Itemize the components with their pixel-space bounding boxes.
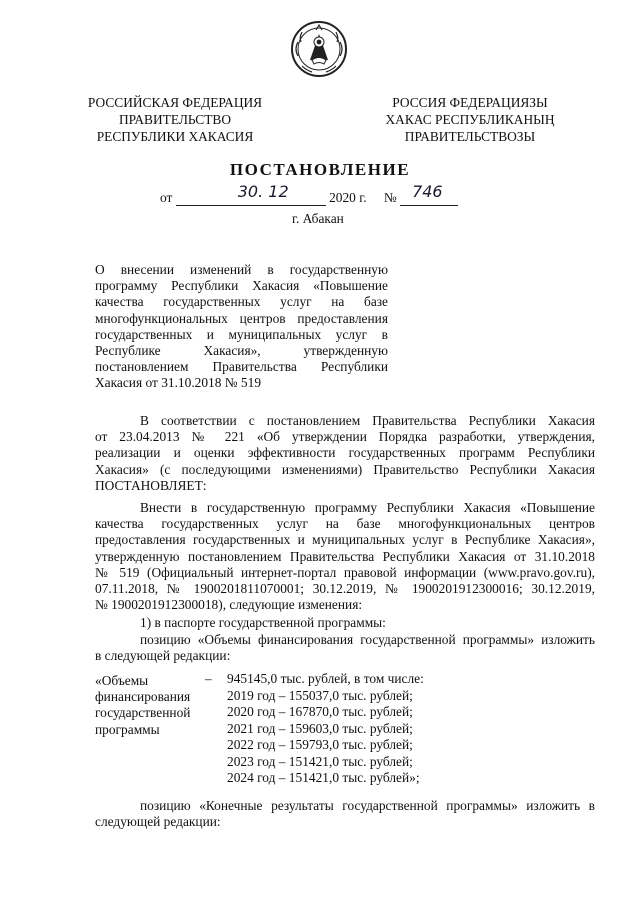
- paragraph-line: Внести в государственную программу Республики Хакасия «Повышение: [140, 500, 595, 515]
- funding-label-cell: [95, 673, 190, 738]
- year-label: 2020 г.: [329, 190, 367, 205]
- number-label: №: [383, 190, 397, 205]
- city-label: г. Абакан: [292, 211, 344, 226]
- subject-line: качества государственных услуг на базе: [95, 294, 388, 310]
- funding-value-line: 2022 год – 159793,0 тыс. рублей;: [227, 737, 413, 752]
- paragraph-line: предоставления государственных и муниципальных услуг в Республике Хакасия»,: [95, 532, 595, 548]
- subject-line: Хакасия от 31.10.2018 № 519: [95, 375, 262, 391]
- position-line: позицию «Конечные результаты государственной программы» изложить в: [140, 798, 595, 813]
- position-line: позицию «Объемы финансирования государственной программы» изложить: [140, 632, 595, 647]
- funding-value-line: 945145,0 тыс. рублей, в том числе:: [227, 671, 424, 686]
- coat-of-arms-emblem: [290, 20, 348, 78]
- preamble-line: реализации и оценки эффективности государственных программ Республики: [95, 445, 595, 461]
- document-title: ПОСТАНОВЛЕНИЕ: [229, 160, 411, 179]
- funding-dash: –: [205, 671, 212, 686]
- number-field: [400, 182, 458, 206]
- funding-values-cell: [227, 671, 424, 787]
- position-line: в следующей редакции:: [95, 648, 231, 664]
- header-right-block: [365, 94, 575, 145]
- preamble-paragraph: [95, 413, 595, 494]
- header-right-line: ПРАВИТЕЛЬСТВОЗЫ: [404, 129, 536, 144]
- paragraph-line: утвержденную постановлением Правительства Республики Хакасия от 31.10.2018: [95, 548, 595, 564]
- paragraph-line: 07.11.2018, № 1900201811070001; 30.12.2019, № 1900201912300016; 30.12.2019,: [95, 581, 595, 597]
- header-right-line: ХАКАС РЕСПУБЛИКАНЫҢ: [385, 112, 555, 127]
- header-right-line: РОССИЯ ФЕДЕРАЦИЯЗЫ: [392, 95, 548, 110]
- paragraph-line: № 519 (Официальный интернет-портал правовой информации (www.pravo.gov.ru),: [95, 564, 595, 580]
- handwritten-date: 30. 12: [237, 182, 289, 201]
- subject-line: О внесении изменений в государственную: [95, 262, 388, 277]
- position-results: [95, 798, 595, 830]
- header-left-line: РОССИЙСКАЯ ФЕДЕРАЦИЯ: [87, 95, 263, 110]
- funding-value-line: 2019 год – 155037,0 тыс. рублей;: [227, 687, 413, 703]
- preamble-line: Хакасия» (с последующими изменениями) Правительство Республики Хакасия: [95, 461, 595, 477]
- preamble-line: от 23.04.2013 № 221 «Об утверждении Порядка разработки, утверждения,: [95, 429, 595, 445]
- position-funding: [95, 632, 595, 664]
- funding-value-line: 2024 год – 151421,0 тыс. рублей»;: [227, 770, 420, 785]
- preamble-line: В соответствии с постановлением Правительства Республики Хакасия: [140, 413, 595, 428]
- from-label: от: [160, 190, 173, 205]
- position-line: следующей редакции:: [95, 814, 221, 830]
- funding-label-line: программы: [95, 721, 160, 737]
- funding-value-line: 2023 год – 151421,0 тыс. рублей;: [227, 753, 413, 769]
- subject-line: Республике Хакасия», утвержденную: [95, 343, 388, 359]
- document-subject: [95, 262, 388, 392]
- subject-line: государственных и муниципальных услуг в: [95, 326, 388, 342]
- subject-line: программу Республики Хакасия «Повышение: [95, 278, 388, 294]
- item-line: 1) в паспорте государственной программы:: [140, 615, 386, 630]
- handwritten-number: 746: [412, 182, 443, 201]
- date-field: [176, 182, 326, 206]
- funding-value-line: 2020 год – 167870,0 тыс. рублей;: [227, 704, 413, 719]
- paragraph-line: № 1900201912300018), следующие изменения:: [95, 597, 363, 613]
- funding-label-line: государственной: [95, 705, 191, 721]
- header-left-line: ПРАВИТЕЛЬСТВО: [118, 112, 231, 127]
- header-left-line: РЕСПУБЛИКИ ХАКАСИЯ: [96, 129, 254, 144]
- paragraph-line: качества государственных услуг на базе многофункциональных центров: [95, 516, 595, 532]
- header-left-block: [70, 94, 280, 145]
- preamble-line: ПОСТАНОВЛЯЕТ:: [95, 477, 207, 493]
- funding-value-line: 2021 год – 159603,0 тыс. рублей;: [227, 720, 413, 736]
- subject-line: многофункциональных центров предоставления: [95, 310, 388, 326]
- funding-label-line: финансирования: [95, 689, 191, 705]
- item-1: [95, 615, 595, 631]
- subject-line: постановлением Правительства Республики: [95, 359, 388, 375]
- paragraph-1: [95, 500, 595, 613]
- date-number-line: [160, 182, 458, 206]
- funding-label-line: «Объемы: [95, 673, 149, 688]
